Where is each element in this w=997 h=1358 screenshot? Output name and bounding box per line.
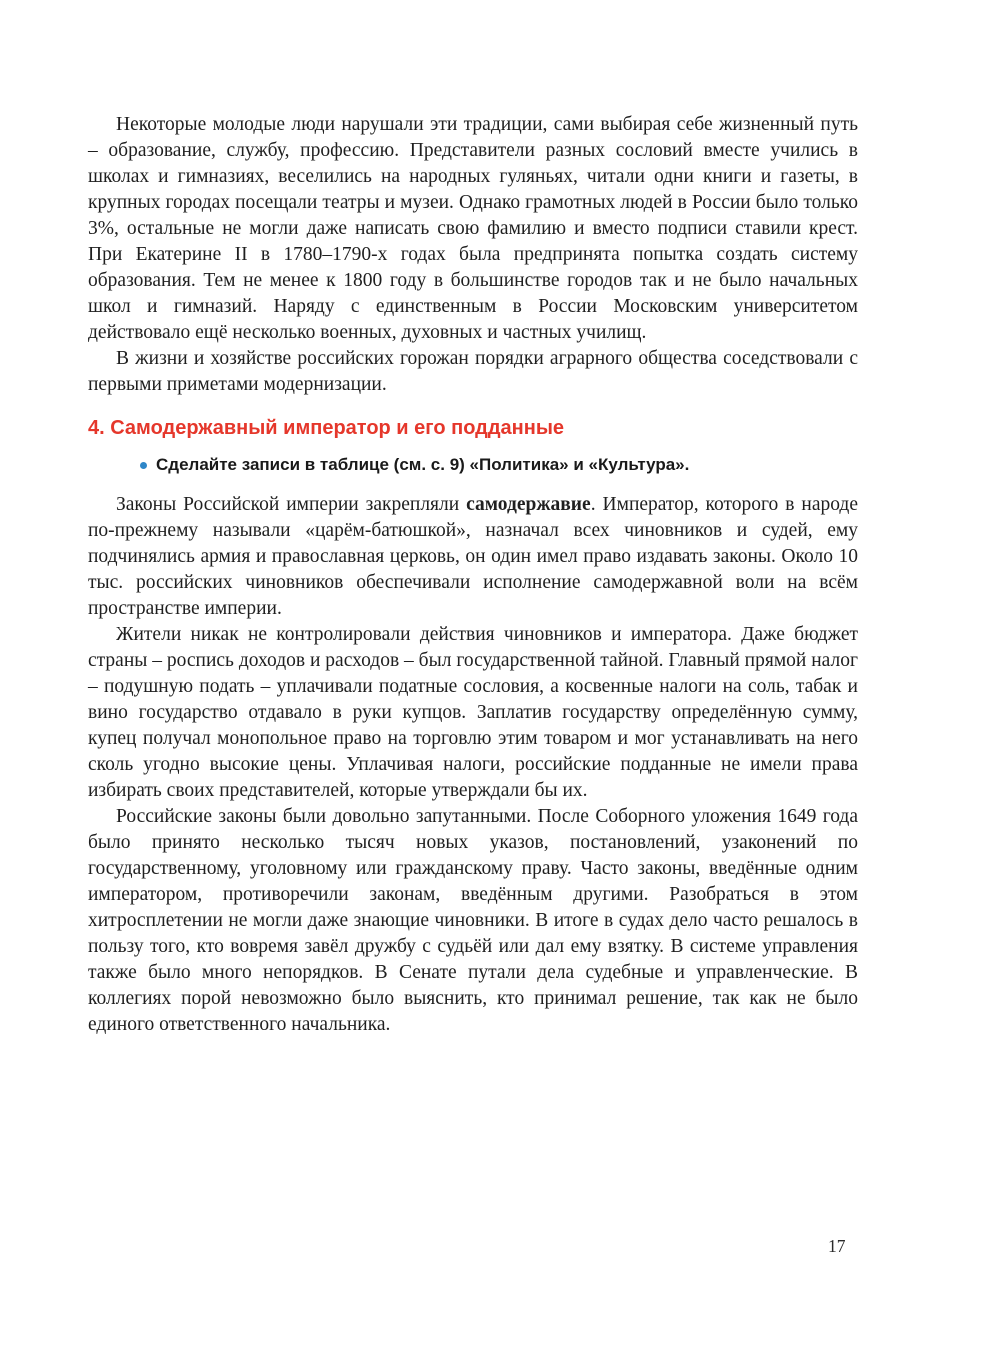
- bold-term-autocracy: самодержавие: [466, 494, 591, 515]
- task-item: [140, 454, 858, 476]
- page-content: [88, 112, 858, 1038]
- paragraph-autocracy: [88, 492, 858, 622]
- bullet-icon: [140, 462, 147, 469]
- paragraph-laws: Российские законы были довольно запутанными. После Соборного уложения 1649 года было принято несколько тысяч новых указов, постановлений, узаконений по государственному, уголовному или гражданскому праву. Часто законы, введённые одним императором, противоречили законам, введённым другими. Разобраться в этом хитросплетении не могли даже знающие чиновники. В итоге в судах дело часто решалось в пользу того, кто вовремя завёл дружбу с судьёй или дал ему взятку. В системе управления также было много непорядков. В Сенате путали дела судебные и управленческие. В коллегиях порой невозможно было выяснить, кто принимал решение, так как не было единого ответственного начальника.: [88, 806, 858, 1035]
- paragraph-text-post: . Император, которого в народе по-прежнему называли «царём-батюшкой», назначал всех чиновников и судей, ему подчинялись армия и православная церковь, он один имел право издавать законы. Около 10 тыс. российских чиновников обеспечивали исполнение самодержавной воли на всём пространстве империи.: [88, 494, 858, 619]
- paragraph-traditions: Некоторые молодые люди нарушали эти традиции, сами выбирая себе жизненный путь – образование, службу, профессию. Представители разных сословий вместе учились в школах и гимназиях, веселились на народных гуляньях, читали одни книги и газеты, в крупных городах посещали театры и музеи. Однако грамотных людей в России было только 3%, остальные не могли даже написать свою фамилию и вместо подписи ставили крест. При Екатерине II в 1780–1790-х годах была предпринята попытка создать систему образования. Тем не менее к 1800 году в большинстве городов так и не было начальных школ и гимназий. Наряду с единственным в России Московским университетом действовало ещё несколько военных, духовных и частных училищ.: [88, 114, 858, 343]
- paragraph-modernization: В жизни и хозяйстве российских горожан порядки аграрного общества соседствовали с первыми приметами модернизации.: [88, 348, 858, 395]
- page-number: 17: [828, 1236, 846, 1256]
- task-text: Сделайте записи в таблице (см. с. 9) «Политика» и «Культура».: [156, 455, 690, 474]
- section-heading: 4. Самодержавный император и его подданные: [88, 417, 565, 439]
- paragraph-text-pre: Законы Российской империи закрепляли: [116, 494, 467, 515]
- paragraph-taxes: Жители никак не контролировали действия чиновников и императора. Даже бюджет страны – роспись доходов и расходов – был государственной тайной. Главный прямой налог – подушную подать – уплачивали податные сословия, а косвенные налоги на соль, табак и вино государство отдавало в руки купцов. Заплатив государству определённую сумму, купец получал монопольное право на торговлю этим товаром и мог устанавливать на него сколь угодно высокие цены. Уплачивая налоги, российские подданные не имели права избирать своих представителей, которые утверждали бы их.: [88, 624, 858, 801]
